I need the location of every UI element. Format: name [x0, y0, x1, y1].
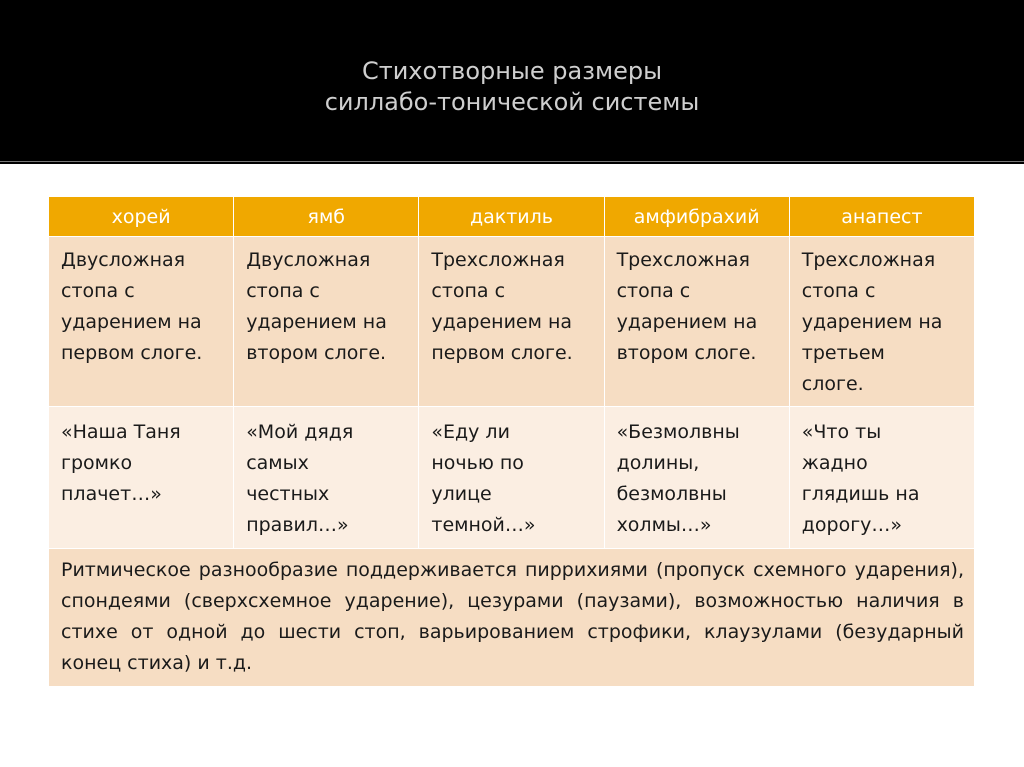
header-divider-line — [0, 161, 1024, 162]
definition-cell: Двусложная стопа с ударением на первом слоге. — [49, 237, 233, 406]
table-row-definitions — [49, 237, 974, 406]
header-cell-daktil: дактиль — [419, 197, 603, 236]
slide-title-line-2: силлабо-тонической системы — [324, 88, 700, 116]
table-row-examples — [49, 407, 974, 548]
slide-title — [0, 56, 1024, 118]
definition-cell: Трехсложная стопа с ударением на втором слоге. — [605, 237, 789, 406]
header-cell-anapest: анапест — [790, 197, 974, 236]
example-cell: «Мой дядя самых честных правил…» — [234, 407, 418, 548]
meters-table — [48, 196, 975, 687]
header-cell-khorei: хорей — [49, 197, 233, 236]
example-cell: «Безмолвны долины, безмолвны холмы…» — [605, 407, 789, 548]
definition-cell: Двусложная стопа с ударением на втором слоге. — [234, 237, 418, 406]
definition-cell: Трехсложная стопа с ударением на первом слоге. — [419, 237, 603, 406]
definition-cell: Трехсложная стопа с ударением на третьем слоге. — [790, 237, 974, 406]
example-cell: «Наша Таня громко плачет…» — [49, 407, 233, 548]
table-row-note — [49, 549, 974, 686]
table-header-row — [49, 197, 974, 236]
slide-title-line-1: Стихотворные размеры — [361, 57, 663, 85]
header-cell-amfibrakhii: амфибрахий — [605, 197, 789, 236]
note-cell: Ритмическое разнообразие поддерживается пиррихиями (пропуск схемного ударения), спондеями (сверхсхемное ударение), цезурами (паузами), возможностью наличия в стихе от одной до шести стоп, варьированием строфики, клаузулами (безударный конец стиха) и т.д. — [49, 549, 974, 686]
header-cell-yamb: ямб — [234, 197, 418, 236]
example-cell: «Что ты жадно глядишь на дорогу…» — [790, 407, 974, 548]
example-cell: «Еду ли ночью по улице темной…» — [419, 407, 603, 548]
